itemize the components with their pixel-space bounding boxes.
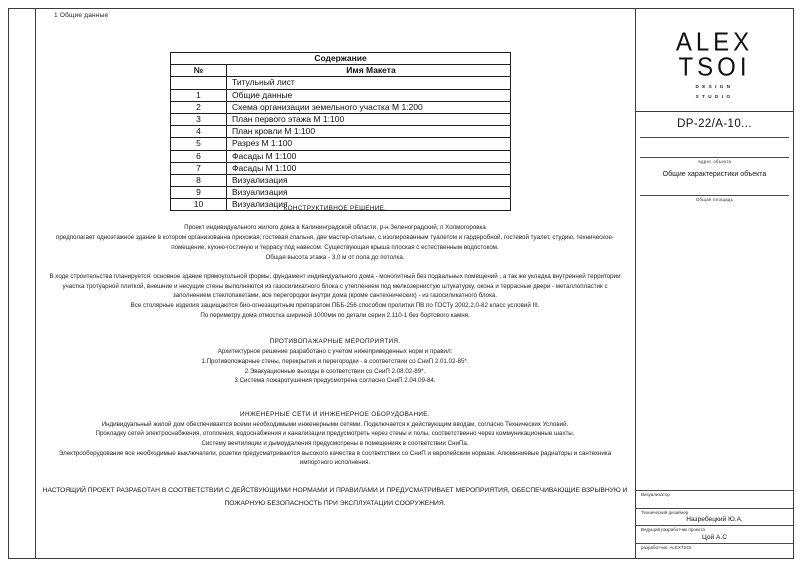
sheet-note: 1 Общие данные [54,12,109,19]
table-row [171,89,511,101]
text-line: участка тротуарной плиткой, внешние и несущие стены выполняются из газосиликатного блока с утеплением под мелкозернистую штукатурку, окона и террасные двери - металлопластик с [62,282,608,290]
contents-body [171,77,511,211]
row-name: План первого этажа М 1:100 [227,113,511,125]
signature-row [636,543,793,561]
row-number: 6 [171,150,227,162]
text-line: Все столярные изделия защищаются био-огнезащитным препаратом ПББ-256 способом пропитки ПВ по ГОСТу 2002,2,0-82 класс условий III. [130,302,540,309]
signature-name: Цой А.С [701,533,728,541]
row-name: Титульный лист [227,77,511,89]
row-name: Общие данные [227,89,511,101]
text-line: Индивидуальный жилой дом обеспечивается всеми необходимыми инженерными сетями. Подключается к действующим вводам, согласно Технических Условий. [101,420,569,428]
studio-logo [636,27,793,100]
section-heading: ИНЖЕНЕРНЫЕ СЕТИ И ИНЖЕНЕРНОЕ ОБОРУДОВАНИЕ. [240,410,430,418]
col-header-number: № [171,65,227,77]
field-rule [640,157,789,158]
text-line: По периметру дома отмостка шириной 1000мм по детали серии 2.110-1 без бортового камня. [200,311,470,319]
contents-header-row [171,65,511,77]
logo-text-line2: TSOI [678,52,751,83]
row-number: 5 [171,138,227,150]
row-name: Визуализация [227,174,511,186]
field-rule [640,137,789,138]
contents-table [170,52,511,211]
contents-title: Содержание [171,53,511,65]
row-name: Визуализация [227,199,511,211]
row-number: 10 [171,199,227,211]
row-name: Фасады М 1:100 [227,150,511,162]
text-line: импортного исполнения. [299,459,371,467]
section-constructive [36,204,634,320]
table-row [171,77,511,89]
text-line: Архитектурное решение разработано с учетом нижеприведенных норм и правил: [217,348,453,356]
body-text-column [36,204,634,510]
table-row [171,162,511,174]
table-row [171,138,511,150]
section-heading: ПРОТИВОПАЖАРНЫЕ МЕРОПРИЯТИЯ. [269,338,401,346]
text-line: В ходе строительства планируется: основное здание прямоугольной формы, фундамент индивидуального дома - монолитный без подвальных помещений , а так же укладка внутренней территории [49,272,621,280]
contents-title-row [171,53,511,65]
signature-label: разработчик: ALEXTSOI [641,544,692,550]
text-line: помещение, кухню-гостиную и террасу под навесом. Существующая крыша плоская с естественным водостоком. [171,243,499,251]
text-line: Систему вентиляции и дымоудаления предусмотрены в помещениях в соответствии СниПа. [201,440,469,448]
row-name: План кровли М 1:100 [227,126,511,138]
project-code: DP-22/A-10... [677,118,752,130]
table-row [171,174,511,186]
text-line: Электрооборудование все необходимые выключатели, розетки предусматриваются высокого качества в соответствии со СниП и европейским нормам. Алюминиевые радиаторы и сантехника [58,449,612,457]
section-heading: КОНСТРУКТИВНОЕ РЕШЕНИЕ. [283,205,387,212]
signature-label: Ведущий разработчик проекта [641,527,705,532]
row-name: Разрез М 1:100 [227,138,511,150]
text-line: 1.Противопожарные стены, перекрытия и перегородки - в соответствии со СниП 2.01.02-85*. [201,357,469,365]
text-line: Проект индивидуального жилого дома в Калининградской области, р-н Зеленоградский, п Холмогоровка [184,224,486,232]
table-row [171,187,511,199]
row-number: 4 [171,126,227,138]
row-name: Схема организации земельного участка М 1:200 [227,101,511,113]
text-line: Общая высота этажа - 3,0 м от пола до потолка. [265,253,405,261]
address-field-label: Адрес объекта [697,159,732,164]
final-note-lines [36,485,634,510]
row-name: Визуализация [227,187,511,199]
col-header-name: Имя Макета [227,65,511,77]
text-line: НАСТОЯЩИЙ ПРОЕКТ РАЗРАБОТАН В СООТВЕТСТВИИ С ДЕЙСТВУЮЩИМИ НОРМАМИ И ПРАВИЛАМИ И ПРЕДУСМАТРИВАЕТ МЕРОПРИЯТИЯ, ОБЕСПЕЧИВАЮЩИЕ ВЗРЫВНУЮ И [42,487,628,495]
section-fire-safety [36,337,634,386]
sheet-title: Общие характеристики объекта [662,171,767,178]
signature-name: Назребецкий Ю.А. [686,516,743,523]
row-number [171,77,227,89]
text-line [36,214,634,224]
row-number: 8 [171,174,227,186]
logo-subtext-line2: STUDIO [695,94,734,99]
row-number: 9 [171,187,227,199]
titleblock-divider [636,111,793,112]
signature-label: Технический дизайнер [641,509,689,515]
row-number: 7 [171,162,227,174]
text-line: 3.Система пожаротушения предусмотрена согласно СниП 2.04.09-84. [234,377,436,385]
row-number: 1 [171,89,227,101]
section-engineering [36,410,634,468]
field-rule [640,195,789,196]
table-row [171,126,511,138]
text-line: 2.Эвакуационные выходы в соответствии со СниП 2.08.02-89*. [244,367,426,375]
table-row [171,113,511,125]
final-note [36,485,634,510]
text-line [36,262,634,272]
logo-text-line1: ALEX [675,27,754,58]
area-field-label: Общая площадь [695,197,734,202]
row-number: 2 [171,101,227,113]
logo-subtext-line1: DESIGN [695,84,734,89]
text-line: Прокладку сетей электроснабжения, отопления, водоснабжения и канализации предусмотреть через стены и полы, соответственно через коммуникационные шахты. [95,430,575,438]
section-lines [36,420,634,469]
section-lines [36,214,634,321]
table-row [171,101,511,113]
signature-row [636,490,793,508]
text-line: предполагает одноэтажное здание в котором организованна прихожая, гостевая спальня, две мастер-спальни, с изолированным туалетом и гардеробной, гостевой туалет, студию, техническое- [56,234,614,242]
signature-row [636,525,793,543]
signature-label: Визуализатор [641,492,670,497]
signature-row [636,508,793,526]
title-block [636,8,793,557]
row-name: Фасады М 1:100 [227,162,511,174]
signature-rows [636,490,793,557]
text-line: заполнением стеклопакетами, все перегородки внутри дома (кроме сантехнических) - из газосиликатного блока. [172,292,498,300]
table-row [171,150,511,162]
text-line: ПОЖАРНУЮ БЕЗОПАСНОСТЬ ПРИ ЭКСПЛУАТАЦИИ СООРУЖЕНИЯ. [224,499,446,507]
section-lines [36,347,634,386]
row-number: 3 [171,113,227,125]
